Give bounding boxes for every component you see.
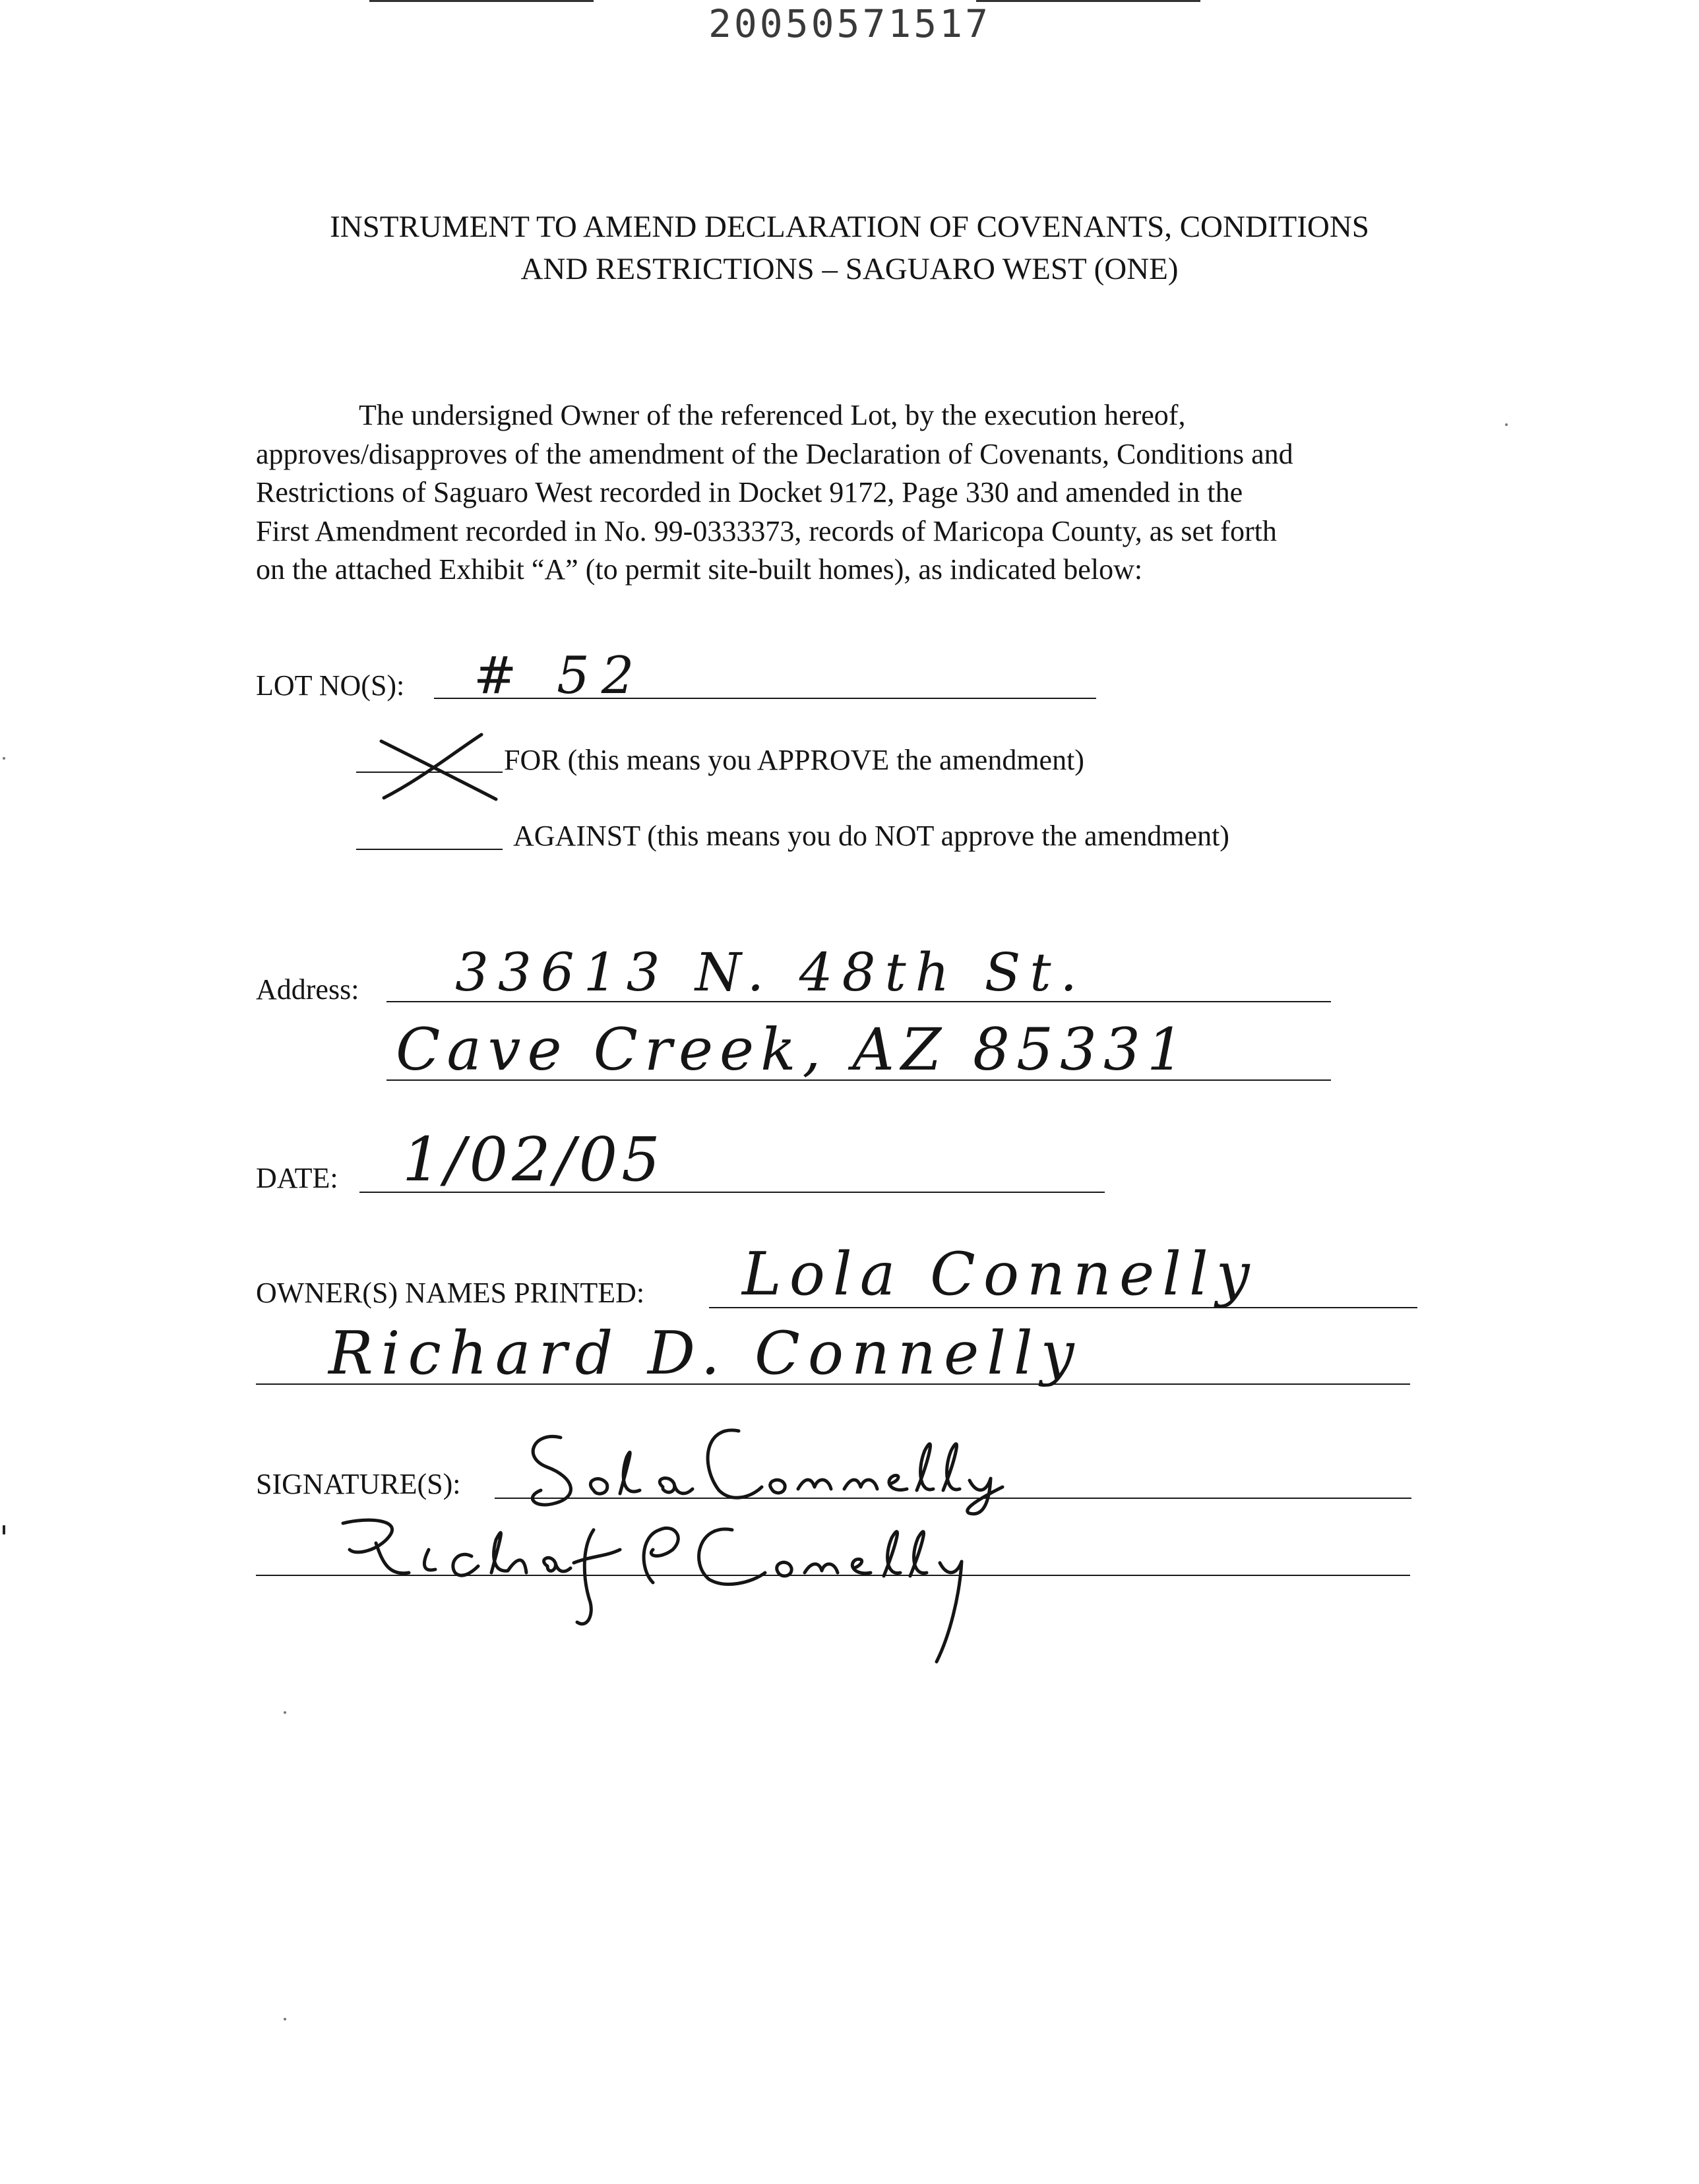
handwritten-signature-2-icon[interactable] (330, 1510, 1055, 1672)
date-value[interactable]: 1/02/05 (402, 1124, 664, 1195)
scan-speck (3, 1525, 5, 1534)
intro-line: approves/disapproves of the amendment of the Declaration of Covenants, Conditions and (256, 437, 1293, 470)
lot-value[interactable]: # 52 (474, 646, 646, 706)
intro-line: Restrictions of Saguaro West recorded in Docket 9172, Page 330 and amended in the (256, 476, 1243, 508)
lot-label: LOT NO(S): (256, 669, 405, 702)
against-label: AGAINST (this means you do NOT approve the amendment) (513, 820, 1229, 852)
owner-name-1[interactable]: Lola Connelly (742, 1240, 1258, 1309)
against-field-line[interactable] (356, 849, 503, 850)
owner-name-2[interactable]: Richard D. Connelly (328, 1319, 1082, 1388)
owner-names-label: OWNER(S) NAMES PRINTED: (256, 1277, 645, 1309)
address-line-1[interactable]: 33613 N. 48th St. (455, 942, 1086, 1003)
for-x-mark-icon[interactable] (376, 732, 501, 808)
title-line-1: INSTRUMENT TO AMEND DECLARATION OF COVENANTS, CONDITIONS (330, 210, 1369, 244)
scan-speck (1505, 423, 1508, 426)
for-label: FOR (this means you APPROVE the amendment) (504, 744, 1084, 776)
address-line-2[interactable]: Cave Creek, AZ 85331 (396, 1016, 1190, 1083)
date-label: DATE: (256, 1162, 338, 1194)
signatures-label: SIGNATURE(S): (256, 1468, 461, 1500)
scan-speck (284, 1711, 286, 1714)
intro-line: The undersigned Owner of the referenced Lot, by the execution hereof, (359, 399, 1186, 431)
title-line-2: AND RESTRICTIONS – SAGUARO WEST (ONE) (520, 252, 1179, 286)
intro-line: First Amendment recorded in No. 99-0333373, records of Maricopa County, as set forth (256, 514, 1277, 547)
scan-speck (284, 2018, 286, 2020)
document-number: 20050571517 (708, 1, 991, 46)
intro-paragraph (256, 396, 1456, 590)
address-label: Address: (256, 973, 359, 1006)
document-title (0, 206, 1699, 290)
intro-line: on the attached Exhibit “A” (to permit site-built homes), as indicated below: (256, 553, 1143, 586)
scan-speck (3, 757, 5, 760)
